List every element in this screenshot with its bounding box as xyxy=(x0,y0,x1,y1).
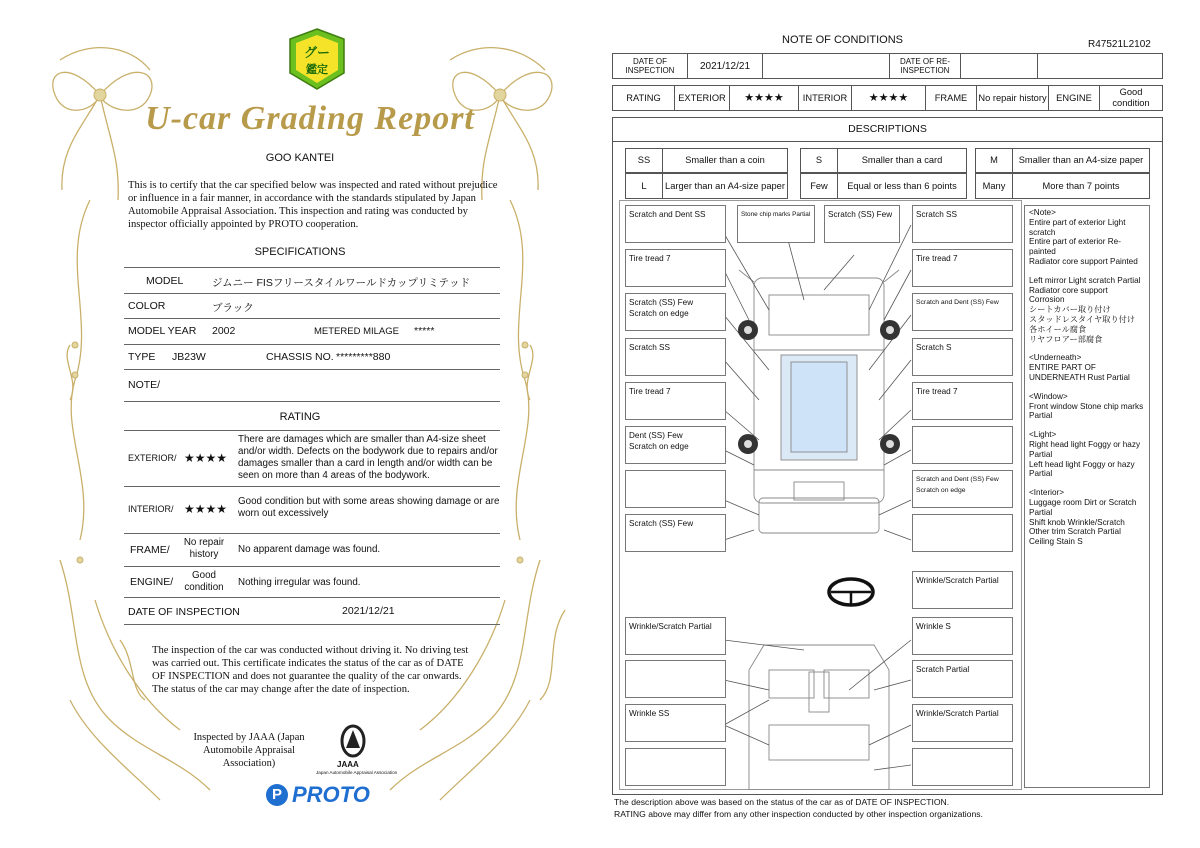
inspected-by-text: Inspected by JAAA (Japan Automobile Appraisal Association) xyxy=(193,732,305,769)
engine-description: Nothing irregular was found. xyxy=(238,577,361,588)
damage-box: Scratch (SS) Few Scratch on edge xyxy=(625,293,726,331)
jaaa-logo-text: JAAA xyxy=(337,760,359,769)
damage-box xyxy=(912,426,1013,464)
damage-box: Wrinkle/Scratch Partial xyxy=(625,617,726,655)
legend-code: M xyxy=(975,148,1013,173)
date-inspection-value: 2021/12/21 xyxy=(687,53,763,79)
exterior-label-cell: EXTERIOR xyxy=(674,85,730,111)
divider xyxy=(124,566,500,567)
svg-text:グー: グー xyxy=(303,46,331,61)
jaaa-emblem-icon xyxy=(338,724,368,758)
model-label: MODEL xyxy=(146,275,184,287)
damage-box: Wrinkle S xyxy=(912,617,1013,655)
legend-text: Equal or less than 6 points xyxy=(837,173,967,199)
note-line: Ceiling Stain S xyxy=(1029,537,1083,547)
note-line: <Underneath> xyxy=(1029,353,1082,363)
damage-box: Dent (SS) Few Scratch on edge xyxy=(625,426,726,464)
engine-label-cell: ENGINE xyxy=(1048,85,1100,111)
interior-label: INTERIOR/ xyxy=(128,504,174,514)
type-value: JB23W xyxy=(172,351,206,363)
damage-box: Scratch SS xyxy=(912,205,1013,243)
note-line: Radiator core support Painted xyxy=(1029,256,1138,266)
note-line: ENTIRE PART OF UNDERNEATH Rust Partial xyxy=(1029,363,1130,382)
divider xyxy=(124,597,500,598)
divider xyxy=(124,430,500,431)
divider xyxy=(124,401,500,402)
note-line: 各ホイール腐食 xyxy=(1029,324,1087,334)
proto-logo: PROTO xyxy=(292,782,370,807)
damage-box: Tire tread 7 xyxy=(912,382,1013,420)
legend-code: Many xyxy=(975,173,1013,199)
note-line: リヤフロアー部腐食 xyxy=(1029,334,1103,344)
divider xyxy=(124,369,500,370)
exterior-stars-cell: ★★★★ xyxy=(729,85,799,111)
empty-cell xyxy=(762,53,890,79)
damage-box: Tire tread 7 xyxy=(625,382,726,420)
chassis-label: CHASSIS NO. xyxy=(266,351,334,363)
legend-text: More than 7 points xyxy=(1012,173,1150,199)
model-year-value: 2002 xyxy=(212,325,236,337)
note-line: Luggage room Dirt or Scratch Partial xyxy=(1029,497,1137,517)
divider xyxy=(124,293,500,294)
svg-text:鑑定: 鑑定 xyxy=(306,63,328,76)
inspection-date-label: DATE OF INSPECTION xyxy=(128,606,240,618)
note-line: Shift knob Wrinkle/Scratch xyxy=(1029,517,1125,527)
divider xyxy=(124,624,500,625)
rating-label: RATING xyxy=(612,85,675,111)
note-line xyxy=(1029,383,1145,392)
damage-box: Wrinkle/Scratch Partial xyxy=(912,571,1013,609)
legend-text: Larger than an A4-size paper xyxy=(662,173,788,199)
note-line: Radiator core support Corrosion xyxy=(1029,285,1108,305)
exterior-label: EXTERIOR/ xyxy=(128,453,177,463)
engine-value: Good condition xyxy=(184,570,224,593)
model-year-label: MODEL YEAR xyxy=(128,325,197,337)
chassis-value: *********880 xyxy=(336,351,391,363)
date-reinspection-label: DATE OF RE-INSPECTION xyxy=(889,53,961,79)
damage-box: Scratch (SS) Few xyxy=(824,205,900,243)
interior-stars: ★★★★ xyxy=(184,502,228,516)
notes-panel xyxy=(1024,205,1150,788)
interior-label-cell: INTERIOR xyxy=(798,85,852,111)
legend-text: Smaller than an A4-size paper xyxy=(1012,148,1150,173)
proto-mark-icon: P xyxy=(266,784,288,806)
interior-stars-cell: ★★★★ xyxy=(851,85,926,111)
legend-text: Smaller than a coin xyxy=(662,148,788,173)
legend-code: SS xyxy=(625,148,663,173)
conditions-heading: NOTE OF CONDITIONS xyxy=(782,34,903,46)
type-label: TYPE xyxy=(128,351,156,363)
goo-kantei-badge xyxy=(286,27,348,91)
interior-description: Good condition but with some areas showing damage or are worn out excessively xyxy=(238,496,500,519)
note-line: <Interior> xyxy=(1029,488,1065,498)
note-line xyxy=(1029,421,1145,430)
date-inspection-label: DATE OF INSPECTION xyxy=(612,53,688,79)
conditions-footer-line1: The description above was based on the status of the car as of DATE OF INSPECTION. xyxy=(614,797,950,807)
rating-heading: RATING xyxy=(279,411,321,423)
mileage-label: METERED MILAGE xyxy=(314,326,399,337)
frame-value-cell: No repair history xyxy=(976,85,1049,111)
jaaa-caption: Japan Automobile Appraisal Association xyxy=(316,770,398,775)
model-value: ジムニー FISフリースタイルワールドカップリミテッド xyxy=(212,277,471,289)
legend-code: S xyxy=(800,148,838,173)
note-line: Entire part of exterior Re-painted xyxy=(1029,237,1121,257)
note-line: Left mirror Light scratch Partial xyxy=(1029,275,1141,285)
descriptions-heading: DESCRIPTIONS xyxy=(612,117,1163,142)
exterior-stars: ★★★★ xyxy=(184,451,228,465)
empty-cell xyxy=(1037,53,1163,79)
engine-value-cell: Good condition xyxy=(1099,85,1163,111)
legend-code: L xyxy=(625,173,663,199)
damage-box: Scratch and Dent (SS) Few xyxy=(912,293,1013,331)
legend-code: Few xyxy=(800,173,838,199)
note-line: <Note> xyxy=(1029,208,1056,217)
frame-value: No repair history xyxy=(183,537,225,560)
damage-box: Tire tread 7 xyxy=(625,249,726,287)
certificate-footer-text: The inspection of the car was conducted without driving it. No driving test was carried out. This certificate indicates the status of the car as of DATE OF INSPECTION and does not guarantee the quality of the car onwards. The status of the car may change after the date of inspection. xyxy=(152,645,469,695)
date-reinspection-value xyxy=(960,53,1038,79)
damage-box: Wrinkle/Scratch Partial xyxy=(912,704,1013,742)
note-line: <Window> xyxy=(1029,391,1068,401)
color-label: COLOR xyxy=(128,300,166,312)
note-line: スタッドレスタイヤ取り付け xyxy=(1029,314,1136,324)
frame-label-cell: FRAME xyxy=(925,85,977,111)
divider xyxy=(124,344,500,345)
report-title: U-car Grading Report xyxy=(145,100,475,137)
note-line: Right head light Foggy or hazy Partial xyxy=(1029,439,1141,459)
certification-statement: This is to certify that the car specified below was inspected and rated without prejudice or influence in a fair manner, in accordance with the standards stipulated by Japan Automobile Appraisal Association. This inspection and rating was conducted by inspector officially appointed by PROTO cooperation. xyxy=(128,180,498,230)
report-subtitle: GOO KANTEI xyxy=(265,152,335,164)
note-line xyxy=(1029,267,1145,276)
divider xyxy=(124,533,500,534)
note-line: Other trim Scratch Partial xyxy=(1029,527,1121,537)
exterior-description: There are damages which are smaller than A4-size sheet and/or width. Defects on the bodywork due to repairs and/or damages smaller than a card in length and/or width can be seen on more than 4 areas of the bodywork. xyxy=(238,434,498,481)
specifications-heading: SPECIFICATIONS xyxy=(254,246,346,258)
damage-box xyxy=(625,470,726,508)
divider xyxy=(124,486,500,487)
note-line: Front window Stone chip marks Partial xyxy=(1029,401,1144,421)
damage-box xyxy=(912,748,1013,786)
frame-description: No apparent damage was found. xyxy=(238,544,381,555)
conditions-footer-line2: RATING above may differ from any other inspection conducted by other inspection organizations. xyxy=(614,809,983,819)
reference-number: R47521L2102 xyxy=(1088,39,1151,50)
inspection-date-value: 2021/12/21 xyxy=(342,605,395,617)
divider xyxy=(124,318,500,319)
damage-box: Stone chip marks Partial xyxy=(737,205,815,243)
damage-box: Scratch (SS) Few xyxy=(625,514,726,552)
legend-text: Smaller than a card xyxy=(837,148,967,173)
divider xyxy=(124,267,500,268)
mileage-value: ***** xyxy=(414,325,435,337)
note-line xyxy=(1029,479,1145,488)
frame-label: FRAME/ xyxy=(130,544,170,556)
engine-label: ENGINE/ xyxy=(130,576,174,588)
note-line: Left head light Foggy or hazy Partial xyxy=(1029,459,1135,479)
damage-box xyxy=(912,514,1013,552)
damage-box: Scratch Partial xyxy=(912,660,1013,698)
damage-box xyxy=(625,748,726,786)
damage-box: Scratch S xyxy=(912,338,1013,376)
note-line: シートカバー取り付け xyxy=(1029,305,1111,315)
note-line: Entire part of exterior Light scratch xyxy=(1029,217,1126,237)
damage-box: Scratch and Dent (SS) Few Scratch on edge xyxy=(912,470,1013,508)
damage-box xyxy=(625,660,726,698)
damage-box: Tire tread 7 xyxy=(912,249,1013,287)
color-value: ブラック xyxy=(212,302,254,314)
damage-box: Scratch SS xyxy=(625,338,726,376)
damage-box: Wrinkle SS xyxy=(625,704,726,742)
damage-box: Scratch and Dent SS xyxy=(625,205,726,243)
note-label: NOTE/ xyxy=(128,379,161,391)
note-line: <Light> xyxy=(1029,430,1057,440)
note-line xyxy=(1029,344,1145,353)
